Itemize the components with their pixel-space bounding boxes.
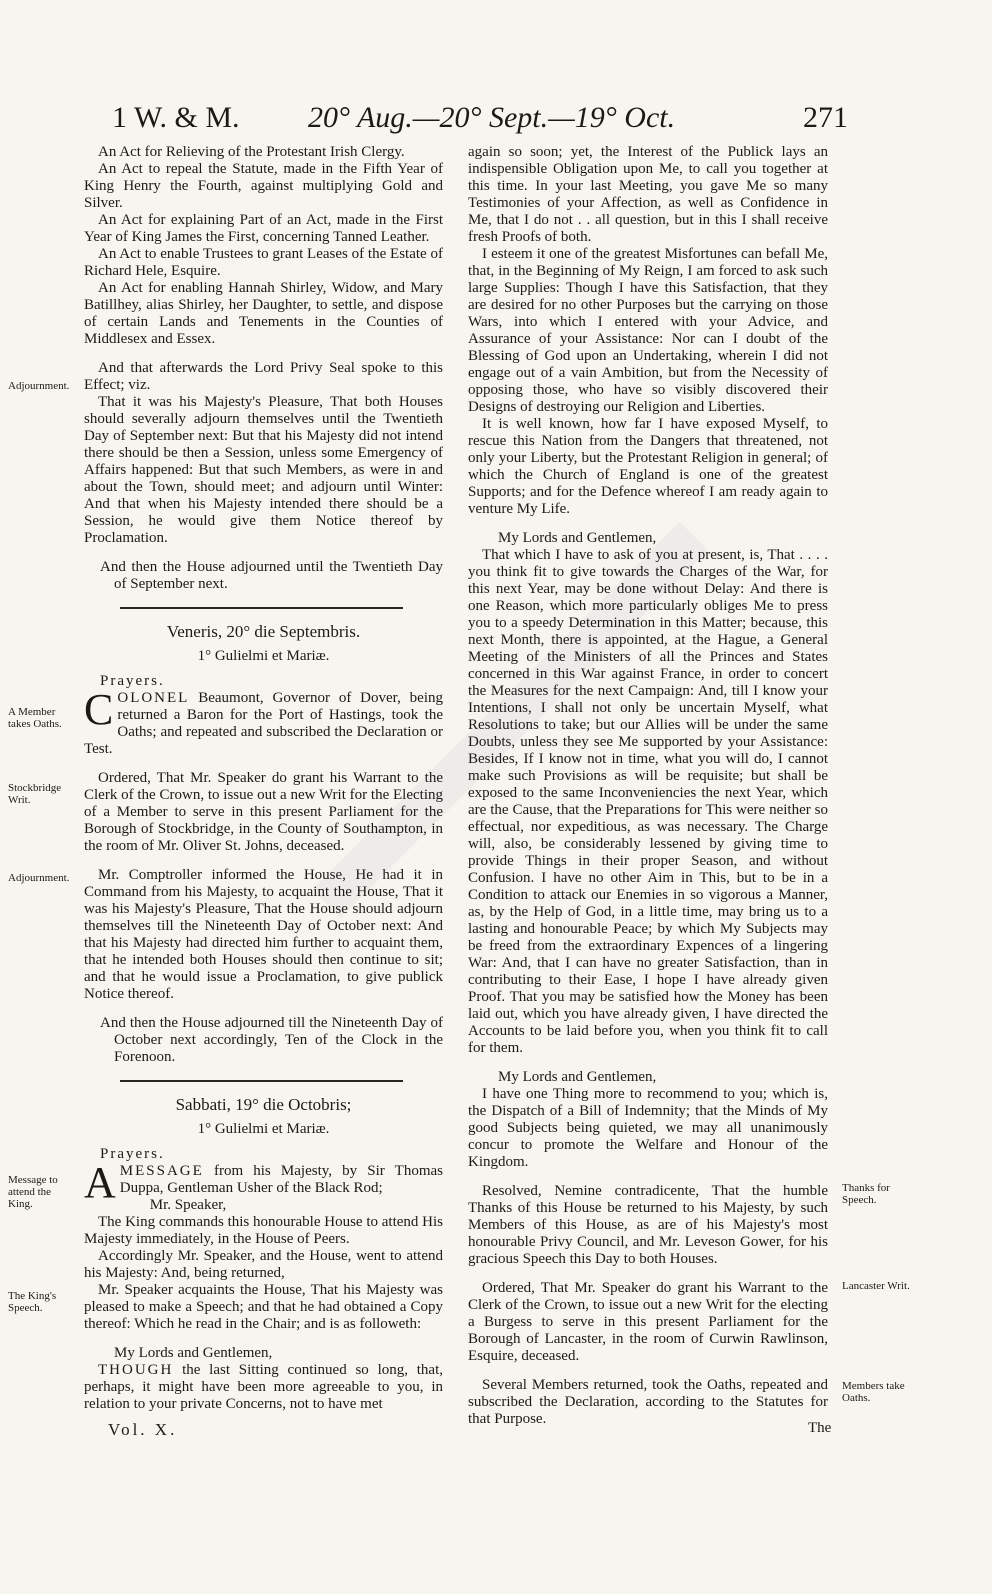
date-heading-2: Sabbati, 19° die Octobris; — [175, 1095, 352, 1114]
act-2: An Act to repeal the Statute, made in the Fifth Year of King Henry the Fourth, against multiplying Gold and Silver. — [84, 161, 443, 211]
acquaints-paragraph: Mr. Speaker acquaints the House, That his Majesty was pleased to make a Speech; and that he had obtained a Copy thereof: Which he read in the Chair; and is as followeth: — [84, 1282, 443, 1332]
reign-line-2: 1° Gulielmi et Mariæ. — [197, 1121, 330, 1137]
colonel-paragraph — [84, 685, 443, 758]
section-rule-1 — [120, 607, 403, 609]
speech-p3: It is well known, how far I have exposed Myself, to rescue this Nation from the Dangers that threatened, not only your Liberty, but the Protestant Religion in general; of which the Church of England is one of the greatest Supports; and for the Defence whereof I am ready again to venture My Life. — [468, 416, 828, 517]
margin-note-lancaster: Lancaster Writ. — [842, 1280, 910, 1292]
speech-p2: I esteem it one of the greatest Misfortunes can befall Me, that, in the Beginning of My Reign, I am forced to ask such large Supplies: Though I have this Satisfaction, that they are desired for no other Purposes but the carrying on those Wars, into which I entered with your Advice, and Assurance of your Assistance: Nor can I doubt of the Blessing of God upon an Undertaking, wherein I did not engage out of a vain Ambition, but from the Necessity of opposing those, who have so visibly discovered their Designs of destroying our Religion and Liberties. — [468, 246, 828, 415]
margin-note-message: Message to attend the King. — [8, 1174, 58, 1210]
reign-line-1: 1° Gulielmi et Mariæ. — [197, 648, 330, 664]
speech-p1: again so soon; yet, the Interest of the Publick lays an indispensible Obligation upon Me, to call you together at this time. In your last Meeting, you gave Me so many Testimonies of your Affection, as well as Confidence in Me, that I do not . . all question, but in this I shall receive fresh Proofs of both. — [468, 144, 828, 245]
my-lords-2: My Lords and Gentlemen, — [498, 530, 657, 546]
catchword: The — [808, 1420, 832, 1436]
dropcap-c: C — [84, 685, 114, 734]
prayers-1: Prayers. — [100, 673, 165, 689]
privy-seal-paragraph: And that afterwards the Lord Privy Seal spoke to this Effect; viz. — [84, 360, 443, 393]
margin-note-thanks: Thanks for Speech. — [842, 1182, 890, 1206]
margin-note-members-oaths: Members take Oaths. — [842, 1380, 905, 1404]
right-column — [468, 144, 828, 1428]
ordered-lancaster: Ordered, That Mr. Speaker do grant his Warrant to the Clerk of the Crown, to issue out a new Writ for the electing a Burgess to serve in this present Parliament for the Borough of Lancaster, in the room of Curwin Rawlinson, Esquire, deceased. — [468, 1280, 828, 1364]
act-4: An Act to enable Trustees to grant Leases of the Estate of Richard Hele, Esquire. — [84, 246, 443, 279]
act-1: An Act for Relieving of the Protestant Irish Clergy. — [98, 144, 405, 160]
comptroller-paragraph: Mr. Comptroller informed the House, He had it in Command from his Majesty, to acquaint the House, That it was his Majesty's Pleasure, That the House should adjourn themselves till the Nineteenth Day of October next: And that his Majesty had directed him further to acquaint them, that he intended both Houses should then continue to sit; and that he would issue a Proclamation, to give publick Notice thereof. — [84, 867, 443, 1002]
date-heading-1: Veneris, 20° die Septembris. — [166, 622, 361, 641]
several-members-paragraph: Several Members returned, took the Oaths, repeated and subscribed the Declaration, according to the Statutes for that Purpose. — [468, 1377, 828, 1427]
my-lords-3: My Lords and Gentlemen, — [498, 1069, 657, 1085]
accordingly-paragraph: Accordingly Mr. Speaker, and the House, went to attend his Majesty: And, being returned, — [84, 1248, 443, 1281]
act-3: An Act for explaining Part of an Act, made in the First Year of King James the First, concerning Tanned Leather. — [84, 212, 443, 245]
dropcap-a: A — [84, 1158, 116, 1207]
margin-note-kings-speech: The King's Speech. — [8, 1290, 57, 1314]
header-regnal-year: 1 W. & M. — [112, 101, 240, 134]
ordered-stockbridge: Ordered, That Mr. Speaker do grant his Warrant to the Clerk of the Crown, to issue out a new Writ for the Electing of a Member to serve in this present Parliament for the Borough of Stockbridge, in the County of Southampton, in the room of Mr. Oliver St. Johns, deceased. — [84, 770, 443, 854]
speech-p5: I have one Thing more to recommend to you; which is, the Dispatch of a Bill of Indemnity; that the Minds of My good Subjects being quieted, we may all unanimously concur to promote the Welfare and Honour of the Kingdom. — [468, 1086, 828, 1170]
left-column — [84, 144, 443, 1413]
act-5: An Act for enabling Hannah Shirley, Widow, and Mary Batillhey, alias Shirley, her Daughter, to settle, and dispose of certain Lands and Tenements in the Counties of Middlesex and Essex. — [84, 280, 443, 347]
message-lead: MESSAGE — [119, 1163, 204, 1179]
message-text: from his Majesty, by Sir Thomas Duppa, Gentleman Usher of the Black Rod; — [119, 1163, 444, 1196]
commands-paragraph: The King commands this honourable House to attend His Majesty immediately, in the House of Peers. — [84, 1214, 443, 1247]
speech-p4: That which I have to ask of you at present, is, That . . . . you think fit to give towards the Charges of the War, for this next Year, may be done without Delay: And there is one Reason, which more particularly obliges Me to press you to a speedy Determination in this Matter; because, this next Month, there is appointed, at the Hague, a General Meeting of the Ministers of all the Princes and States concerned in this War against France, in order to concert the Measures for the next Campaign: And, till I know your Intentions, I shall not only be uncertain Myself, what Resolutions to take; but our Allies will be under the same Doubts, unless they see Me supported by your Assistance: Besides, If I know not in time, what you will do, I cannot make such Provisions as will be requisite; but shall be exposed to the same Inconveniencies the next Year, which are the Cause, that the Preparations for This were neither so effectual, nor expeditious, as was necessary. The Charge will, also, be considerably lessened by giving time to provide Things in their proper Season, and without Confusion. I have no other Aim in This, but to be in a Condition to attack our Enemies in so vigorous a Manner, as, by the Help of God, in a little time, may bring us to a lasting and honourable Peace; by which My Subjects may be freed from the extraordinary Expences of a lingering War: And, that I can have no greater Satisfaction, than in contributing to their Ease, I hope I have already given Proof. That you may be satisfied how the Money has been laid out, which you have already given, I have directed the Accounts to be laid before you, when you think fit to call for them. — [468, 547, 828, 1056]
page-number: 271 — [803, 101, 848, 134]
colonel-lead: OLONEL — [117, 690, 190, 706]
mr-speaker: Mr. Speaker, — [149, 1197, 227, 1213]
margin-note-adjournment-2: Adjournment. — [8, 872, 70, 884]
resolved-paragraph: Resolved, Nemine contradicente, That the humble Thanks of this House be returned to his Majesty, by such Members of this House, as are of his Majesty's most honourable Privy Council, and Mr. Leveson Gower, for his gracious Speech this Day to both Houses. — [468, 1183, 828, 1267]
volume-footer: Vol. X. — [108, 1420, 178, 1439]
header-dates: 20° Aug.—20° Sept.—19° Oct. — [308, 101, 676, 134]
page-header — [112, 100, 848, 140]
margin-note-adjournment: Adjournment. — [8, 380, 70, 392]
though-paragraph — [84, 1362, 443, 1413]
margin-note-member-oaths: A Member takes Oaths. — [8, 706, 62, 730]
pleasure-paragraph: That it was his Majesty's Pleasure, That both Houses should severally adjourn themselves until the Twentieth Day of September next: But that his Majesty did not intend there should be then a Session, unless some Emergency of Affairs happened: But that such Members, as were in and about the Town, should meet; and adjourn until Winter: And that when his Majesty intended there should be a Session, he would give them Notice thereof by Proclamation. — [84, 394, 443, 546]
section-rule-2 — [120, 1080, 403, 1082]
though-text: the last Sitting continued so long, that, perhaps, it might have been more agreeable to you, in relation to your private Concerns, not to have met — [84, 1362, 443, 1412]
though-lead: THOUGH — [98, 1362, 174, 1378]
prayers-2: Prayers. — [100, 1146, 165, 1162]
my-lords-1: My Lords and Gentlemen, — [114, 1345, 273, 1361]
adjourned-paragraph-1: And then the House adjourned until the Twentieth Day of September next. — [100, 559, 443, 592]
adjourned-paragraph-2: And then the House adjourned till the Nineteenth Day of October next accordingly, Ten of the Clock in the Forenoon. — [100, 1015, 443, 1065]
margin-note-stockbridge: Stockbridge Writ. — [8, 782, 62, 806]
colonel-text: Beaumont, Governor of Dover, being returned a Baron for the Port of Hastings, took the Oaths; and repeated and subscribed the Declaration or Test. — [84, 690, 443, 757]
